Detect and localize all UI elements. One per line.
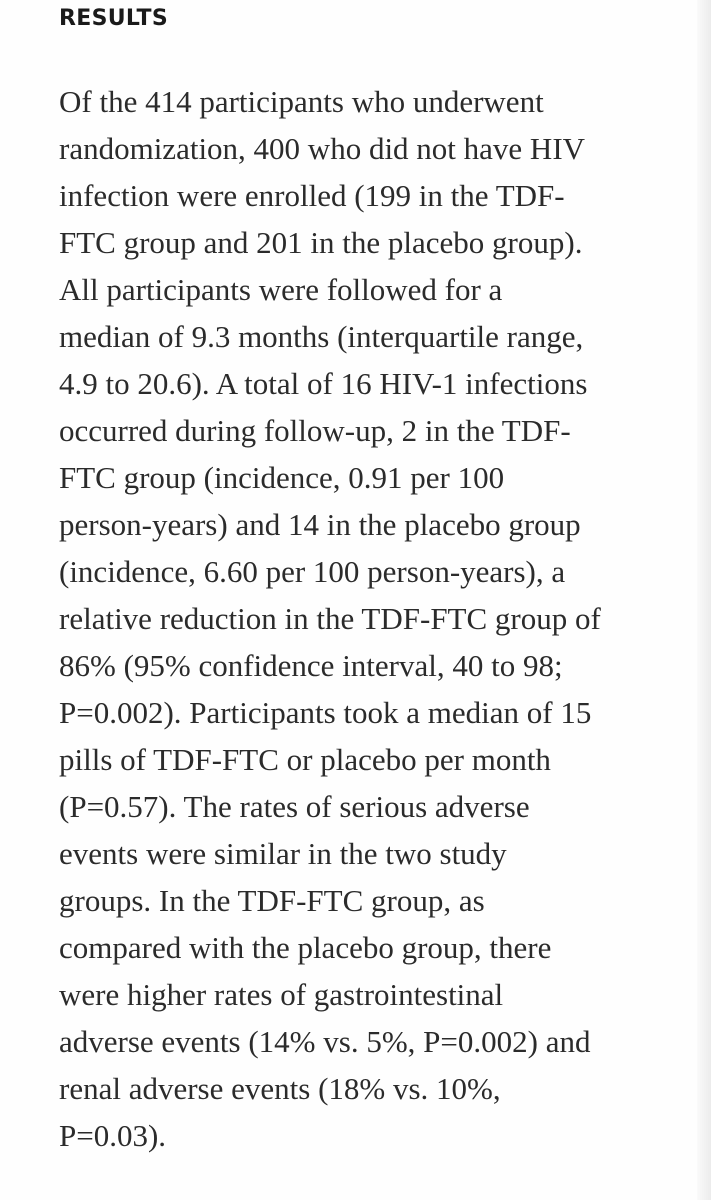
paragraph-line: pills of TDF-FTC or placebo per month xyxy=(59,742,551,777)
paragraph-line: adverse events (14% vs. 5%, P=0.002) and xyxy=(59,1024,591,1059)
paragraph-line: (P=0.57). The rates of serious adverse xyxy=(59,789,530,824)
paragraph-line: compared with the placebo group, there xyxy=(59,930,552,965)
paragraph-line: All participants were followed for a xyxy=(59,272,503,307)
paragraph-line: person-years) and 14 in the placebo group xyxy=(59,507,581,542)
paragraph-line: FTC group and 201 in the placebo group). xyxy=(59,225,583,260)
section-heading: RESULTS xyxy=(59,6,169,31)
page-edge-shadow xyxy=(697,0,711,1200)
paragraph-line: 86% (95% confidence interval, 40 to 98; xyxy=(59,648,563,683)
paragraph-line: FTC group (incidence, 0.91 per 100 xyxy=(59,460,505,495)
paragraph-line: infection were enrolled (199 in the TDF- xyxy=(59,178,565,213)
paragraph-line: P=0.03). xyxy=(59,1118,167,1153)
paragraph-line: P=0.002). Participants took a median of 15 xyxy=(59,695,592,730)
paragraph-line: events were similar in the two study xyxy=(59,836,507,871)
paragraph-line: (incidence, 6.60 per 100 person-years), a xyxy=(59,554,566,589)
paragraph-line: were higher rates of gastrointestinal xyxy=(59,977,504,1012)
paragraph-line: relative reduction in the TDF-FTC group of xyxy=(59,601,601,636)
paragraph-line: groups. In the TDF-FTC group, as xyxy=(59,883,485,918)
paragraph-line: 4.9 to 20.6). A total of 16 HIV-1 infections xyxy=(59,366,588,401)
paragraph-line: renal adverse events (18% vs. 10%, xyxy=(59,1071,501,1106)
results-paragraph xyxy=(59,78,689,1159)
paragraph-line: Of the 414 participants who underwent xyxy=(59,84,544,119)
paragraph-line: median of 9.3 months (interquartile range, xyxy=(59,319,584,354)
paragraph-line: occurred during follow-up, 2 in the TDF- xyxy=(59,413,571,448)
paragraph-line: randomization, 400 who did not have HIV xyxy=(59,131,586,166)
